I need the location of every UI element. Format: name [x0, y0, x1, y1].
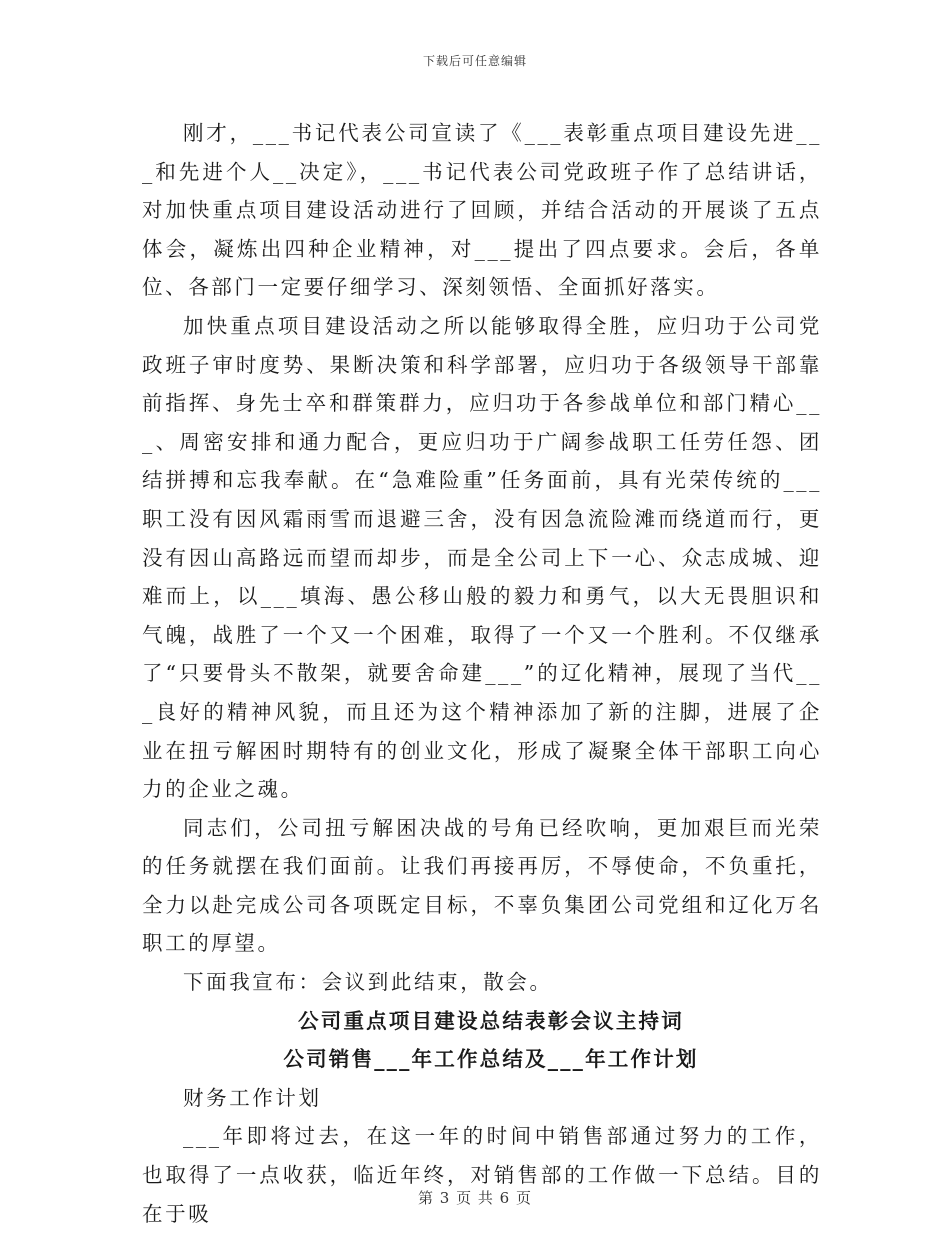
section-title: 公司销售___年工作总结及___年工作计划 — [283, 1047, 699, 1072]
page-header-note: 下载后可任意编辑 — [422, 54, 527, 68]
document-body — [142, 114, 822, 1233]
paragraph-credit: 加快重点项目建设活动之所以能够取得全胜，应归功于公司党政班子审时度势、果断决策和科学部署，应归功于各级领导干部靠前指挥、身先士卒和群策群力，应归功于各参战单位和部门精心___、周密安排和通力配合，更应归功于广阔参战职工任劳任怨、团结拼搏和忘我奉献。在“急难险重”任务面前，具有光荣传统的___职工没有因风霜雨雪而退避三舍，没有因急流险滩而绕道而行，更没有因山高路远而望而却步，而是全公司上下一心、众志成城、迎难而上，以___填海、愚公移山般的毅力和勇气，以大无畏胆识和气魄，战胜了一个又一个困难，取得了一个又一个胜利。不仅继承了“只要骨头不散架，就要舍命建___”的辽化精神，展现了当代___良好的精神风貌，而且还为这个精神添加了新的注脚，进展了企业在扭亏解困时期特有的创业文化，形成了凝聚全体干部职工向心力的企业之魂。 — [142, 313, 822, 802]
document-title: 公司重点项目建设总结表彰会议主持词 — [298, 1008, 684, 1033]
section-label: 财务工作计划 — [183, 1085, 322, 1110]
paragraph-opening: 刚才，___书记代表公司宣读了《___表彰重点项目建设先进___和先进个人__决定》，___书记代表公司党政班子作了总结讲话，对加快重点项目建设活动进行了回顾，并结合活动的开展谈了五点体会，凝炼出四种企业精神，对___提出了四点要求。会后，各单位、各部门一定要仔细学习、深刻领悟、全面抓好落实。 — [142, 121, 822, 300]
paragraph-closing: 下面我宣布：会议到此结束，散会。 — [183, 970, 553, 995]
paragraph-call-to-action: 同志们，公司扭亏解困决战的号角已经吹响，更加艰巨而光荣的任务就摆在我们面前。让我们再接再厉，不辱使命，不负重托，全力以赴完成公司各项既定目标，不辜负集团公司党组和辽化万名职工的厚望。 — [142, 815, 822, 956]
paragraph-sales-intro: ___年即将过去，在这一年的时间中销售部通过努力的工作，也取得了一点收获，临近年终，对销售部的工作做一下总结。目的在于吸 — [142, 1124, 822, 1226]
page-number: 第 3 页 共 6 页 — [418, 1189, 532, 1207]
